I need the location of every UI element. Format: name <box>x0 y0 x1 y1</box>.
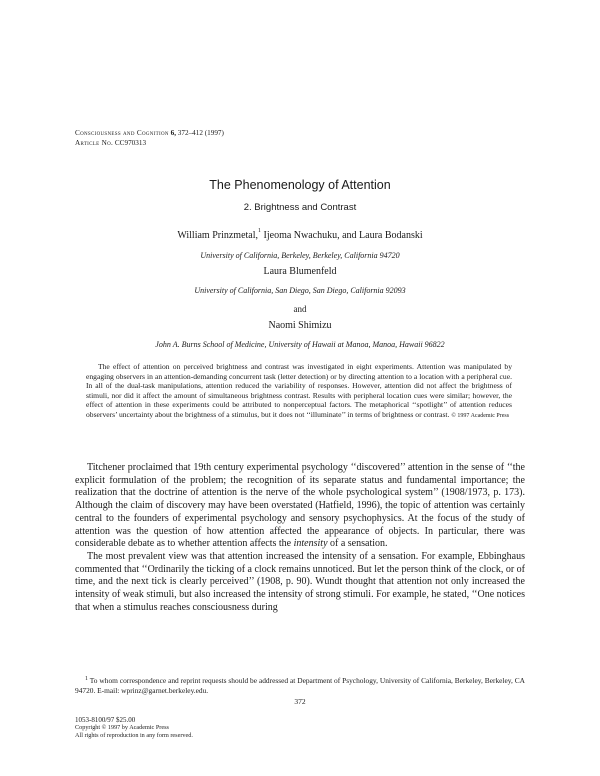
citation-line <box>75 128 224 138</box>
body-text <box>75 462 525 614</box>
author-group-1 <box>0 230 600 241</box>
author-conjunction: and <box>293 304 307 314</box>
author-name: William Prinzmetal, <box>177 230 259 241</box>
article-number: CC970313 <box>114 139 147 147</box>
paragraph-text: of a sensation. <box>330 538 388 550</box>
article-label: Article No. <box>75 139 114 147</box>
abstract <box>86 362 512 422</box>
affiliation-1: University of California, Berkeley, Berkeley, California 94720 <box>200 251 400 260</box>
footnote-text: To whom correspondence and reprint requests should be addressed at Department of Psychology, University of California, Berkeley, Berkeley, CA 94720. E-mail: wprinz@garnet.berkeley.edu. <box>75 676 525 695</box>
paper-title: The Phenomenology of Attention <box>209 178 391 192</box>
abstract-copyright: © 1997 Academic Press <box>451 412 510 419</box>
article-line <box>75 138 224 148</box>
footnote <box>75 676 525 696</box>
author-group-3: Naomi Shimizu <box>268 320 332 331</box>
footnote-marker: 1 <box>258 228 262 234</box>
paragraph: The most prevalent view was that attention increased the intensity of a sensation. For example, Ebbinghaus commented that ‘‘Ordinarily the ticking of a clock remains unnoticed. But let the person think of the clock, or of time, and the next tick is clearly perceived’’ (1908, p. 90). Wundt thought that attention not only increased the intensity of weak stimuli, but also increased the intensity of strong stimuli. For example, he stated, ‘‘One notices that when a stimulus reaches consciousness during <box>75 550 525 613</box>
footnote-mark: 1 <box>85 676 88 682</box>
author-names: Ijeoma Nwachuku, and Laura Bodanski <box>263 230 423 241</box>
page-number: 372 <box>294 697 306 706</box>
paper-subtitle: 2. Brightness and Contrast <box>243 202 357 213</box>
page-range: 372–412 (1997) <box>177 129 224 137</box>
emphasis: intensity <box>293 538 328 550</box>
abstract-text: The effect of attention on perceived brightness and contrast was investigated in eight experiments. Attention was manipulated by engaging observers in an attention-demanding concurrent task (letter detection) or by directing attention to a location with a peripheral cue. In all of the dual-task manipulations, attention reduced the variability of responses. However, attention did not affect the brightness of stimuli, nor did it affect the amount of simultaneous brightness contrast. Results with peripheral location cues were similar; however, the effect of attention in these experiments could be attributed to nonperceptual factors. The metaphorical ‘‘spotlight’’ of attention reduces observers’ uncertainty about the brightness of a stimulus, but it does not ‘‘illuminate’’ in terms of brightness or contrast. <box>86 362 512 419</box>
rights-line: All rights of reproduction in any form reserved. <box>75 732 193 740</box>
issn-price: 1053-8100/97 $25.00 <box>75 716 136 724</box>
volume-number: 6, <box>170 129 176 137</box>
author-group-2: Laura Blumenfeld <box>263 266 337 277</box>
journal-header <box>75 128 224 148</box>
paragraph <box>75 462 525 551</box>
paragraph-text: Titchener proclaimed that 19th century experimental psychology ‘‘discovered’’ attention in the sense of ‘‘the explicit formulation of the problem; the recognition of its separate status and fundamental importance; the realization that the doctrine of attention is the nerve of the whole psychological system’’ (1908/1973, p. 173). Although the claim of discovery may have been overstated (Hatfield, 1996), the topic of attention was certainly central to the founders of experimental psychology and sensory psychophysics. At the focus of the study of attention was the question of how attention affected the appearance of objects. In particular, there was considerable debate as to whether attention affects the <box>75 462 525 550</box>
affiliation-2: University of California, San Diego, San Diego, California 92093 <box>194 286 406 295</box>
journal-name: Consciousness and Cognition <box>75 129 169 137</box>
publisher-info <box>75 716 193 741</box>
copyright-line: Copyright © 1997 by Academic Press <box>75 724 169 732</box>
affiliation-3: John A. Burns School of Medicine, University of Hawaii at Manoa, Manoa, Hawaii 96822 <box>155 340 445 349</box>
